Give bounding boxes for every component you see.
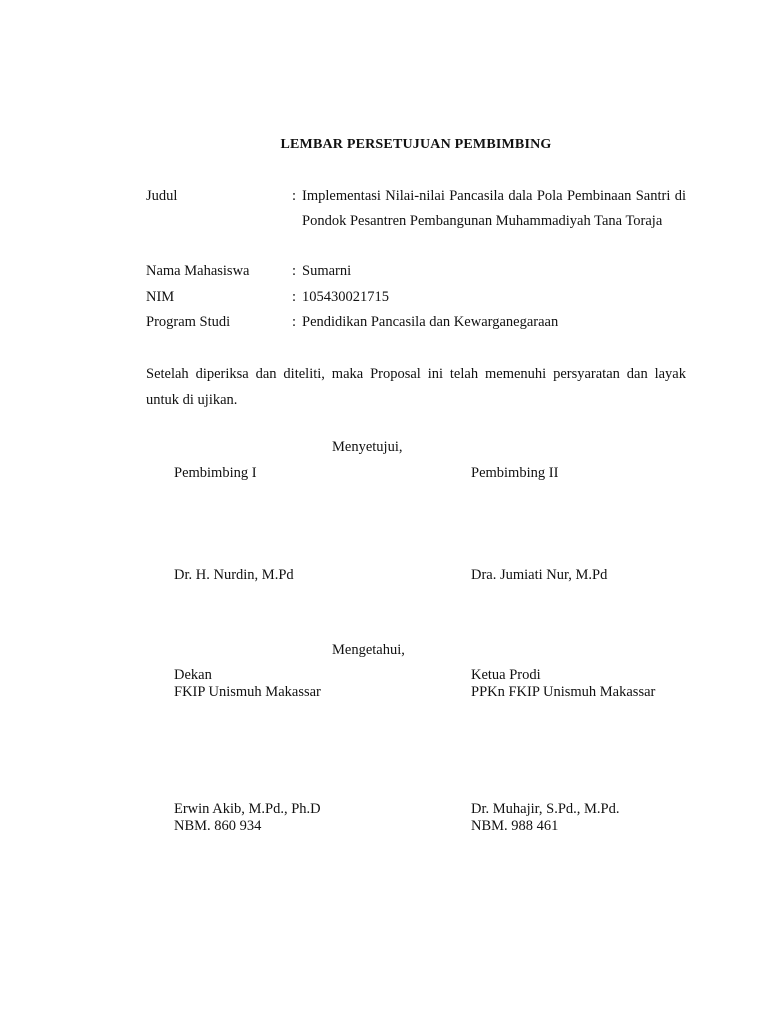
advisor-1-name: Dr. H. Nurdin, M.Pd [174,567,294,583]
advisor-2-role: Pembimbing II [471,465,559,481]
head-of-program-signature-block [471,801,619,835]
head-of-program-unit: PPKn FKIP Unismuh Makassar [471,684,656,700]
dean-nbm: NBM. 860 934 [174,818,262,834]
field-colon: : [292,263,297,279]
dean-faculty: FKIP Unismuh Makassar [174,684,321,700]
field-row-nim [146,285,686,310]
field-value-program-studi: Pendidikan Pancasila dan Kewarganegaraan [302,314,559,330]
head-of-program-block [471,667,655,701]
page-title: LEMBAR PERSETUJUAN PEMBIMBING [280,137,552,152]
advisor-1-role: Pembimbing I [174,465,257,481]
field-colon: : [292,314,297,330]
field-row-program-studi [146,310,686,335]
advisor-2-name: Dra. Jumiati Nur, M.Pd [471,567,608,583]
dean-block [174,667,321,701]
field-colon: : [292,289,297,305]
head-of-program-nbm: NBM. 988 461 [471,818,559,834]
field-label: Program Studi [146,314,231,330]
approval-heading: Menyetujui, [332,439,403,455]
head-of-program-name: Dr. Muhajir, S.Pd., M.Pd. [471,801,620,817]
field-value-nim: 105430021715 [302,289,389,305]
field-value-nama: Sumarni [302,263,352,279]
field-label: NIM [146,289,175,305]
acknowledgement-heading: Mengetahui, [332,642,405,658]
field-label: Judul [146,188,178,204]
field-colon: : [292,188,297,204]
head-of-program-role: Ketua Prodi [471,667,541,683]
dean-signature-block [174,801,321,835]
field-value-judul: Implementasi Nilai-nilai Pancasila dala Pola Pembinaan Santri di Pondok Pesantren Pembangunan Muhammadiyah Tana Toraja [302,188,686,229]
field-row-judul [146,184,686,259]
field-label: Nama Mahasiswa [146,263,250,279]
dean-role: Dekan [174,667,212,683]
statement-paragraph: Setelah diperiksa dan diteliti, maka Proposal ini telah memenuhi persyaratan dan layak untuk di ujikan. [146,366,686,408]
dean-name: Erwin Akib, M.Pd., Ph.D [174,801,321,817]
field-row-nama-mahasiswa [146,259,686,284]
